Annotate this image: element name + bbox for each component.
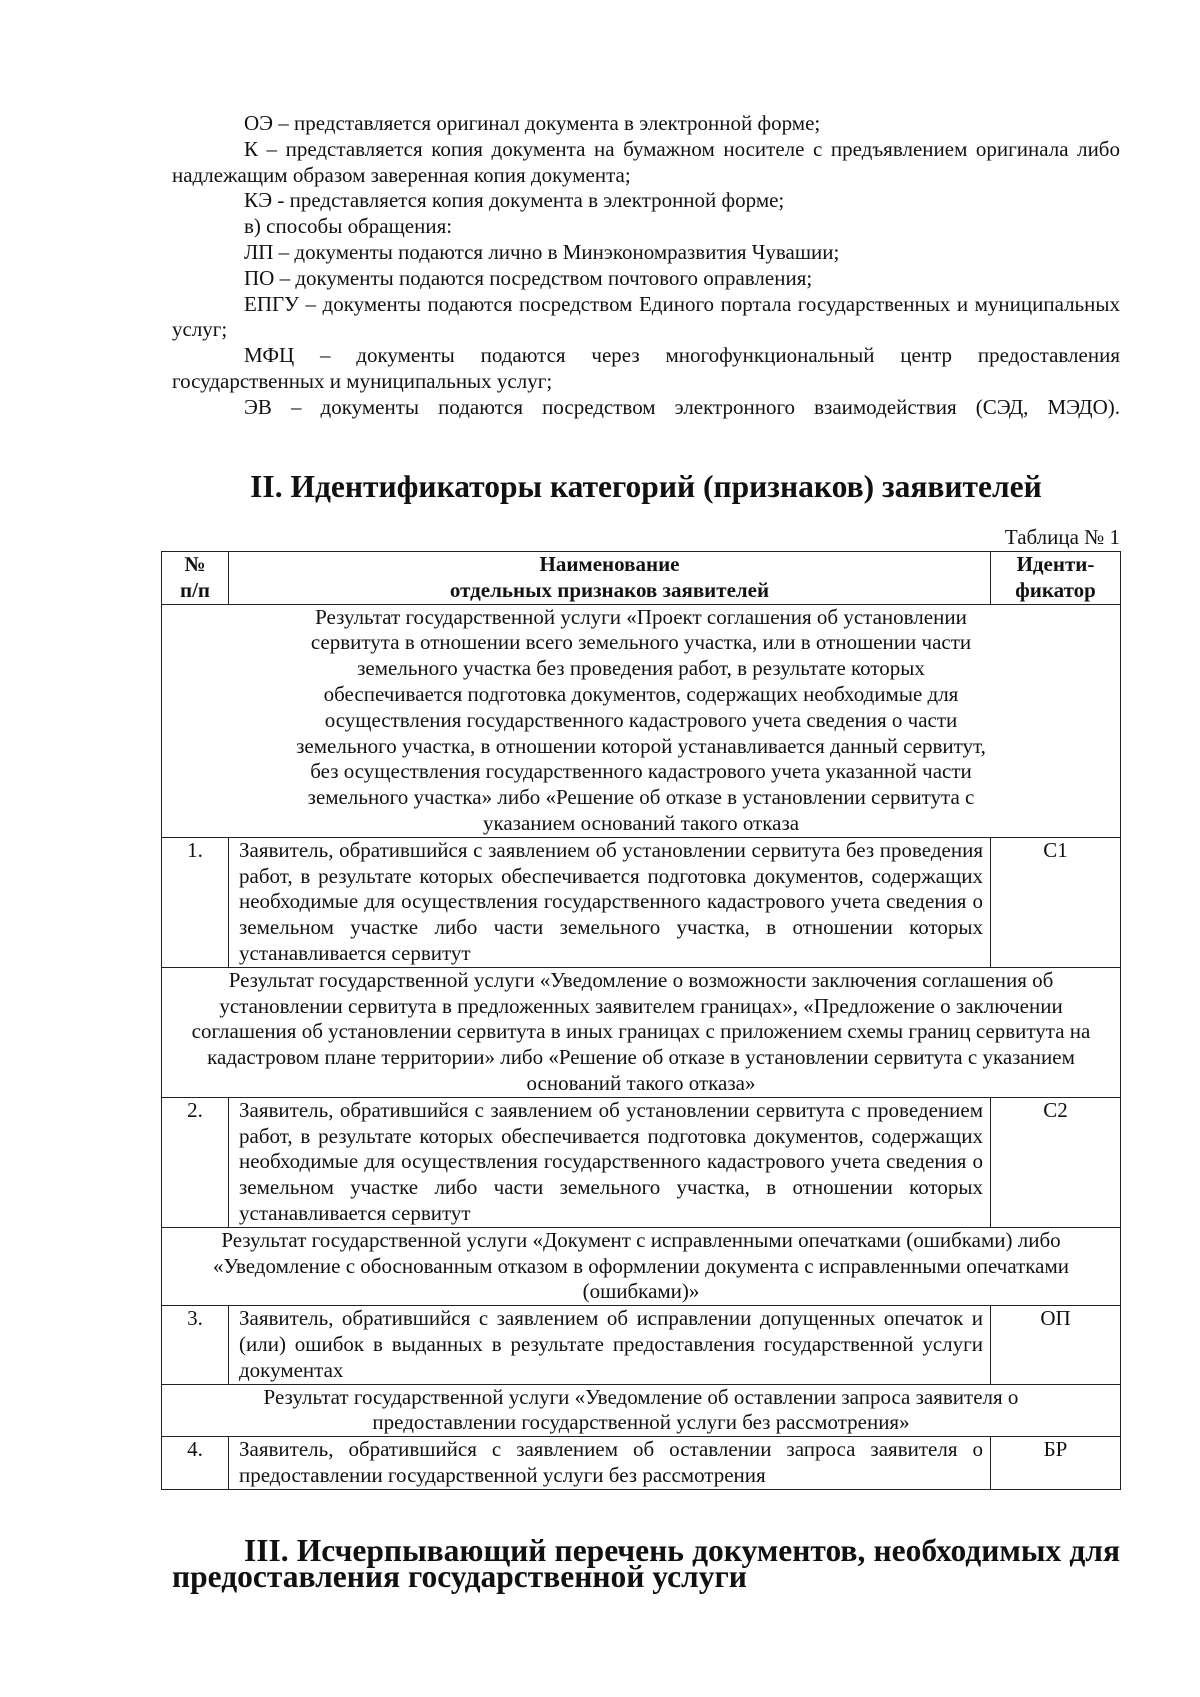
intro-paragraph-ev: ЭВ – документы подаются посредством электронного взаимодействия (СЭД, МЭДО). [244,394,1120,419]
table-group-row [162,1384,1121,1437]
table-row [162,1306,1121,1384]
header-number [162,552,229,605]
row-description: Заявитель, обратившийся с заявлением об исправлении допущенных опечаток и (или) ошибок в выданных в результате предоставления государственной услуги документах [229,1306,991,1384]
header-number-line2: п/п [179,577,211,602]
group-result-3: Результат государственной услуги «Документ с исправленными опечатками (ошибками) либо «Уведомление с обоснованным отказом в оформлении документа с исправленными опечатками (ошибками)» [162,1227,1121,1305]
row-identifier: БР [991,1437,1121,1490]
header-identifier [991,552,1121,605]
intro-paragraph-oe: ОЭ – представляется оригинал документа в электронной форме; [244,111,821,135]
header-identifier-line2: фикатор [1015,577,1096,602]
header-name [229,552,991,605]
row-number: 3. [162,1306,229,1384]
row-number: 4. [162,1437,229,1490]
group-result-1: Результат государственной услуги «Проект соглашения об установлении сервитута в отношении всего земельного участка, или в отношении части земельного участка без проведения работ, в результате которых обеспечивается подготовка документов, содержащих необходимые для осуществления государственного кадастрового учета сведения о части земельного участка, в отношении которой устанавливается данный сервитут, без осуществления государственного кадастрового учета указанной части земельного участка» либо «Решение об отказе в установлении сервитута с указанием оснований такого отказа [162,604,1121,837]
group-result-4: Результат государственной услуги «Уведомление об оставлении запроса заявителя о предоставлении государственной услуги без рассмотрения» [162,1384,1121,1437]
intro-paragraph-po: ПО – документы подаются посредством почтового оправления; [244,265,813,290]
row-identifier: С2 [991,1097,1121,1227]
table-group-row [162,604,1121,837]
table-row [162,1097,1121,1227]
table-row [162,1437,1121,1490]
header-number-line1: № [184,552,206,576]
intro-paragraph-epgu: ЕПГУ – документы подаются посредством Единого портала государственных и муниципальных услуг; [172,291,1120,342]
intro-paragraph-k: К – представляется копия документа на бумажном носителе с предъявлением оригинала либо надлежащим образом заверенная копия документа; [172,136,1120,187]
row-number: 2. [162,1097,229,1227]
row-description: Заявитель, обратившийся с заявлением об установлении сервитута с проведением работ, в результате которых обеспечивается подготовка документов, содержащих необходимые для осуществления государственного кадастрового учета сведения о земельном участке либо части земельного участка, в отношении которых устанавливается сервитут [229,1097,991,1227]
table-row [162,837,1121,967]
intro-paragraphs [172,111,1120,421]
header-name-line2: отдельных признаков заявителей [449,577,770,602]
intro-paragraph-ke: КЭ - представляется копия документа в электронной форме; [244,188,785,213]
row-identifier: С1 [991,837,1121,967]
row-description: Заявитель, обратившийся с заявлением об установлении сервитута без проведения работ, в результате которых обеспечивается подготовка документов, содержащих необходимые для осуществления государственного кадастрового учета сведения о земельном участке либо части земельного участка, в отношении которых устанавливается сервитут [229,837,991,967]
table-label: Таблица № 1 [1004,525,1120,549]
header-identifier-line1: Иденти- [1016,552,1095,576]
intro-paragraph-lp: ЛП – документы подаются лично в Минэкономразвития Чувашии; [244,239,840,264]
intro-paragraph-mfc: МФЦ – документы подаются через многофункциональный центр предоставления государственных и муниципальных услуг; [172,343,1120,393]
row-identifier: ОП [991,1306,1121,1384]
group-result-2: Результат государственной услуги «Уведомление о возможности заключения соглашения об установлении сервитута в предложенных заявителем границах», «Предложение о заключении соглашения об установлении сервитута в иных границах с приложением схемы границ сервитута на кадастровом плане территории» либо «Решение об отказе в установлении сервитута с указанием оснований такого отказа» [162,967,1121,1097]
table-header-row [162,552,1121,605]
table-group-row [162,967,1121,1097]
intro-paragraph-methods: в) способы обращения: [244,214,453,239]
table-group-row [162,1227,1121,1305]
section-3-title: III. Исчерпывающий перечень документов, необходимых для предоставления государственной услуги [172,1533,1120,1594]
row-number: 1. [162,837,229,967]
header-name-line1: Наименование [539,552,680,576]
row-description: Заявитель, обратившийся с заявлением об оставлении запроса заявителя о предоставлении государственной услуги без рассмотрения [229,1437,991,1490]
applicant-identifiers-table [161,551,1121,1490]
section-2-title: II. Идентификаторы категорий (признаков) заявителей [250,469,1042,504]
